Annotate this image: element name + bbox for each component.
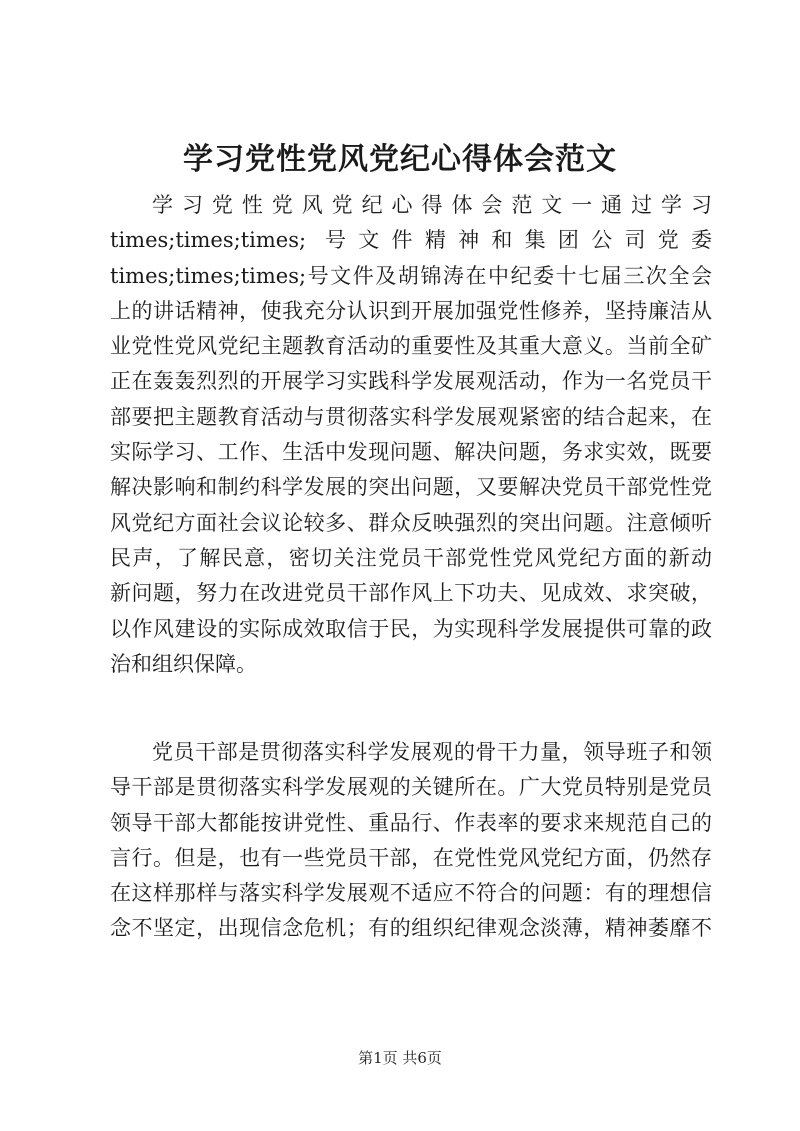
document-title: 学习党性党风党纪心得体会范文	[183, 142, 617, 177]
text-line: 解决影响和制约科学发展的突出问题，又要解决党员干部党性党	[110, 475, 712, 500]
text-line: times;times;times;号文件及胡锦涛在中纪委十七届三次全会	[110, 263, 712, 288]
text-line: 学习党性党风党纪心得体会范文一通过学习	[152, 193, 712, 217]
text-line: 导干部是贯彻落实科学发展观的关键所在。广大党员特别是党员	[110, 775, 712, 800]
text-line: 党员干部是贯彻落实科学发展观的骨干力量，领导班子和领	[152, 740, 712, 764]
text-line: 以作风建设的实际成效取信于民，为实现科学发展提供可靠的政	[110, 616, 712, 641]
text-line: 在这样那样与落实科学发展观不适应不符合的问题：有的理想信	[110, 881, 712, 906]
text-line: 风党纪方面社会议论较多、群众反映强烈的突出问题。注意倾听	[110, 510, 712, 535]
text-line: times;times;times; 号文件精神和集团公司党委	[110, 228, 712, 253]
body-paragraph-1	[110, 188, 712, 682]
text-line: 念不坚定，出现信念危机；有的组织纪律观念淡薄，精神萎靡不	[110, 916, 712, 941]
body-paragraph-2	[110, 735, 712, 947]
text-line: 部要把主题教育活动与贯彻落实科学发展观紧密的结合起来，在	[110, 404, 712, 429]
text-line: 上的讲话精神，使我充分认识到开展加强党性修养，坚持廉洁从	[110, 298, 712, 323]
page-number-footer: 第1页 共6页	[358, 1049, 442, 1067]
text-line: 民声，了解民意，密切关注党员干部党性党风党纪方面的新动	[110, 545, 712, 570]
text-line: 正在轰轰烈烈的开展学习实践科学发展观活动，作为一名党员干	[110, 369, 712, 394]
text-line: 领导干部大都能按讲党性、重品行、作表率的要求来规范自己的	[110, 810, 712, 835]
text-line: 业党性党风党纪主题教育活动的重要性及其重大意义。当前全矿	[110, 334, 712, 359]
text-line: 实际学习、工作、生活中发现问题、解决问题，务求实效，既要	[110, 440, 712, 465]
text-line: 言行。但是，也有一些党员干部，在党性党风党纪方面，仍然存	[110, 845, 712, 870]
text-line: 治和组织保障。	[110, 651, 257, 676]
text-line: 新问题，努力在改进党员干部作风上下功夫、见成效、求突破，	[110, 581, 712, 606]
